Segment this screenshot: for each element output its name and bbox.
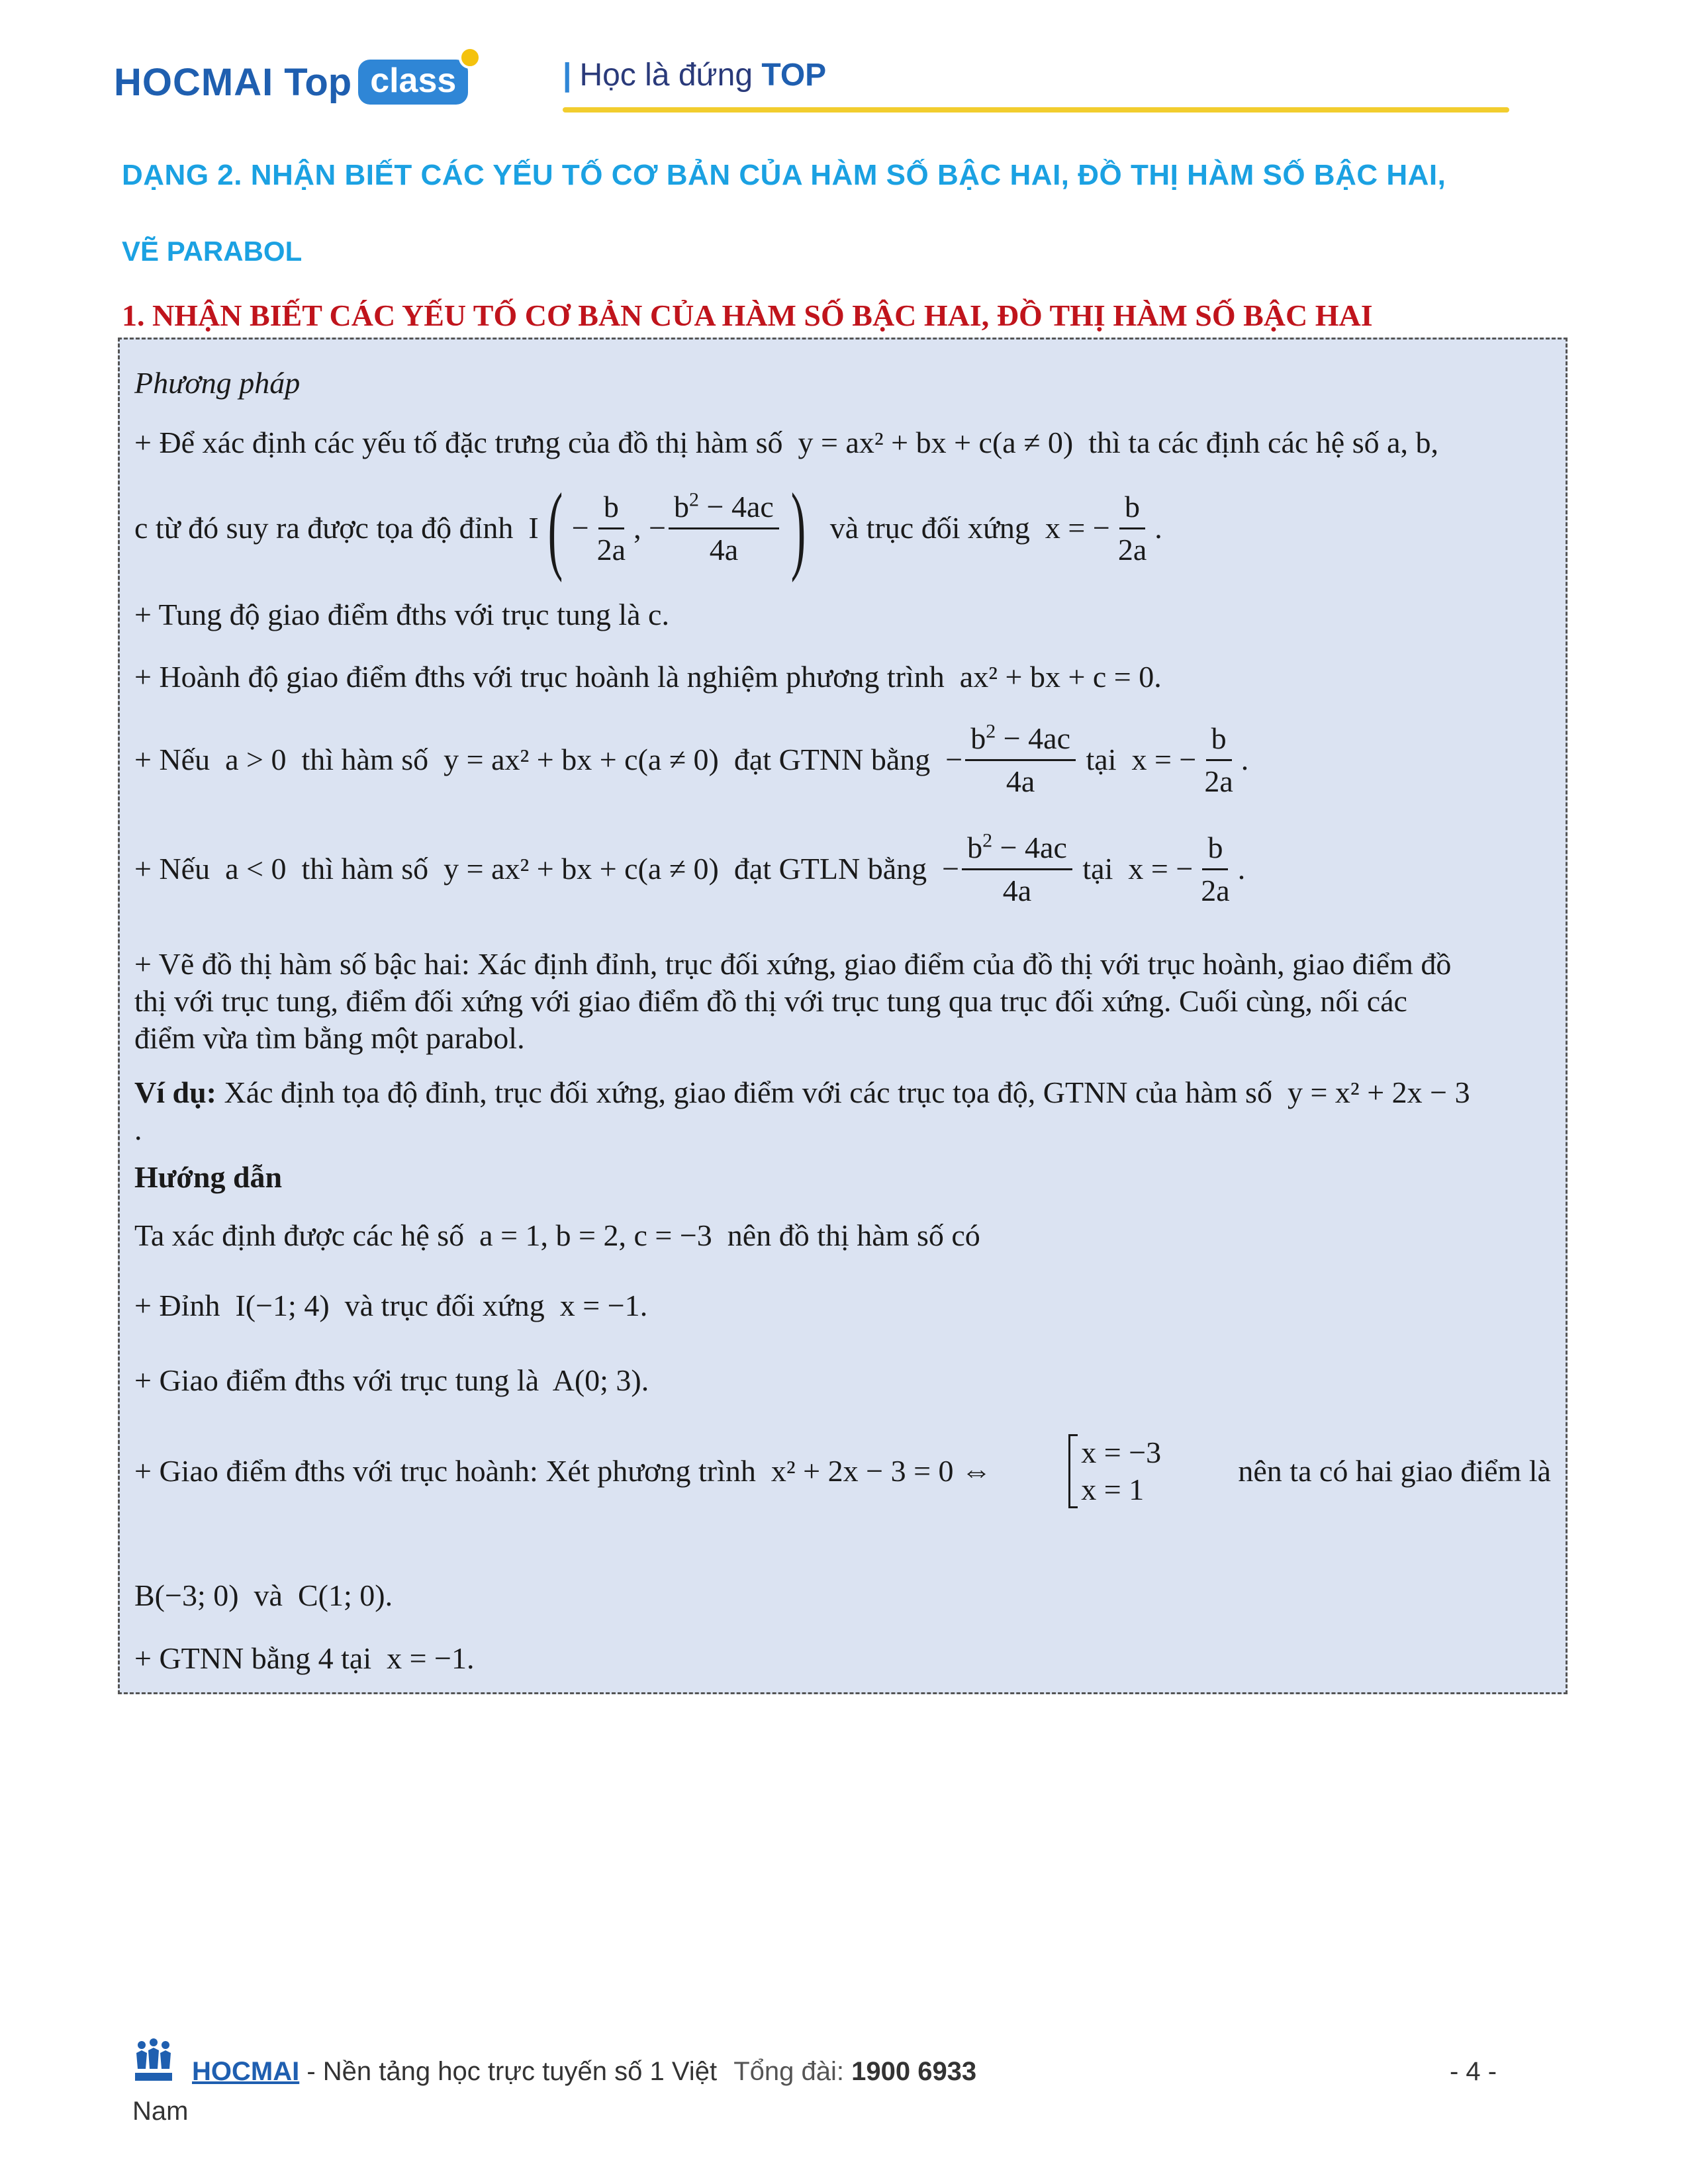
hotline-number: 1900 6933 bbox=[851, 2057, 977, 2086]
solution-s2: + Đỉnh I(−1; 4) và trục đối xứng x = −1. bbox=[134, 1289, 648, 1322]
solution-label: Hướng dẫn bbox=[134, 1160, 283, 1194]
solution-s4: + Giao điểm đths với trục hoành: Xét phương trình x² + 2x − 3 = 0 ⇔ x = −3 x = 1 nên ta có hai giao điểm là bbox=[134, 1425, 1551, 1518]
example-dot: . bbox=[134, 1113, 142, 1146]
solution-s3: + Giao điểm đths với trục tung là A(0; 3). bbox=[134, 1363, 649, 1397]
tagline: | Học là đứng TOP bbox=[563, 58, 827, 93]
roots-system: x = −3 x = 1 bbox=[1068, 1434, 1161, 1508]
method-p2: c từ đó suy ra được tọa độ đỉnh I ( − $\frac{b}{2a}$ , − $\frac{b^2 - 4ac}{4a}$ ) và trục đối xứng x = − $\frac{b}{2a}$ . bbox=[134, 473, 1162, 583]
lesson-title-line2: VẼ PARABOL bbox=[122, 236, 303, 267]
solution-s6: + GTNN bằng 4 tại x = −1. bbox=[134, 1641, 475, 1675]
sun-icon bbox=[459, 46, 481, 69]
logo-brand: HOCMAI bbox=[114, 60, 274, 104]
method-p4: + Hoành độ giao điểm đths với trục hoành là nghiệm phương trình ax² + bx + c = 0. bbox=[134, 660, 1162, 694]
vertex-y-fraction: $\frac{b^2 - 4ac}{4a}$ bbox=[669, 486, 779, 570]
method-p1: + Để xác định các yếu tố đặc trưng của đồ thị hàm số y = ax² + bx + c(a ≠ 0) thì ta các định các hệ số a, b, bbox=[134, 426, 1439, 459]
method-p3: + Tung độ giao điểm đths với trục tung là c. bbox=[134, 598, 669, 631]
lesson-title-line1: DẠNG 2. NHẬN BIẾT CÁC YẾU TỐ CƠ BẢN CỦA HÀM SỐ BẬC HAI, ĐỒ THỊ HÀM SỐ BẬC HAI, bbox=[122, 159, 1446, 191]
max-value-fraction: $\frac{b^2 - 4ac}{4a}$ bbox=[962, 827, 1072, 911]
min-value-fraction: $\frac{b^2 - 4ac}{4a}$ bbox=[965, 718, 1076, 802]
footer-wrap-text: Nam bbox=[132, 2097, 189, 2126]
header-divider bbox=[563, 107, 1509, 113]
footer-text: HOCMAI - Nền tảng học trực tuyến số 1 Việt Tổng đài: 1900 6933 bbox=[192, 2057, 977, 2086]
method-p7-line2: thị với trục tung, điểm đối xứng với giao điểm đồ thị với trục tung qua trục đối xứng. Cuối cùng, nối các bbox=[134, 984, 1407, 1018]
vertex-x-fraction: $\frac{b}{2a}$ bbox=[592, 486, 631, 570]
logo-top: Top bbox=[284, 60, 352, 104]
solution-s5: B(−3; 0) và C(1; 0). bbox=[134, 1578, 393, 1612]
hocmai-topclass-logo bbox=[114, 56, 468, 109]
solution-s1: Ta xác định được các hệ số a = 1, b = 2, c = −3 nên đồ thị hàm số có bbox=[134, 1218, 980, 1252]
method-box bbox=[118, 338, 1568, 1694]
max-x-fraction: $\frac{b}{2a}$ bbox=[1196, 827, 1235, 911]
method-p6: + Nếu a < 0 thì hàm số y = ax² + bx + c(a ≠ 0) đạt GTLN bằng − $\frac{b^2 - 4ac}{4a}$ tại x = − $\frac{b}{2a}$ . bbox=[134, 823, 1245, 915]
page-number: - 4 - bbox=[1450, 2057, 1497, 2086]
method-p7-line1: + Vẽ đồ thị hàm số bậc hai: Xác định đỉnh, trục đối xứng, giao điểm của đồ thị với trục hoành, giao điểm đồ bbox=[134, 947, 1452, 981]
footer-brand-link[interactable]: HOCMAI bbox=[192, 2057, 300, 2086]
method-p5: + Nếu a > 0 thì hàm số y = ax² + bx + c(a ≠ 0) đạt GTNN bằng − $\frac{b^2 - 4ac}{4a}$ tại x = − $\frac{b}{2a}$ . bbox=[134, 713, 1248, 806]
hocmai-footer-logo-icon bbox=[132, 2038, 175, 2085]
method-p7-line3: điểm vừa tìm bằng một parabol. bbox=[134, 1021, 525, 1055]
example: Ví dụ: Xác định tọa độ đỉnh, trục đối xứng, giao điểm với các trục tọa độ, GTNN của hàm số y = x² + 2x − 3 bbox=[134, 1075, 1470, 1109]
section-heading: 1. NHẬN BIẾT CÁC YẾU TỐ CƠ BẢN CỦA HÀM SỐ BẬC HAI, ĐỒ THỊ HÀM SỐ BẬC HAI bbox=[122, 298, 1373, 332]
axis-fraction: $\frac{b}{2a}$ bbox=[1113, 486, 1152, 570]
method-label: Phương pháp bbox=[134, 366, 301, 400]
min-x-fraction: $\frac{b}{2a}$ bbox=[1199, 718, 1238, 802]
logo-class: class bbox=[358, 60, 468, 105]
